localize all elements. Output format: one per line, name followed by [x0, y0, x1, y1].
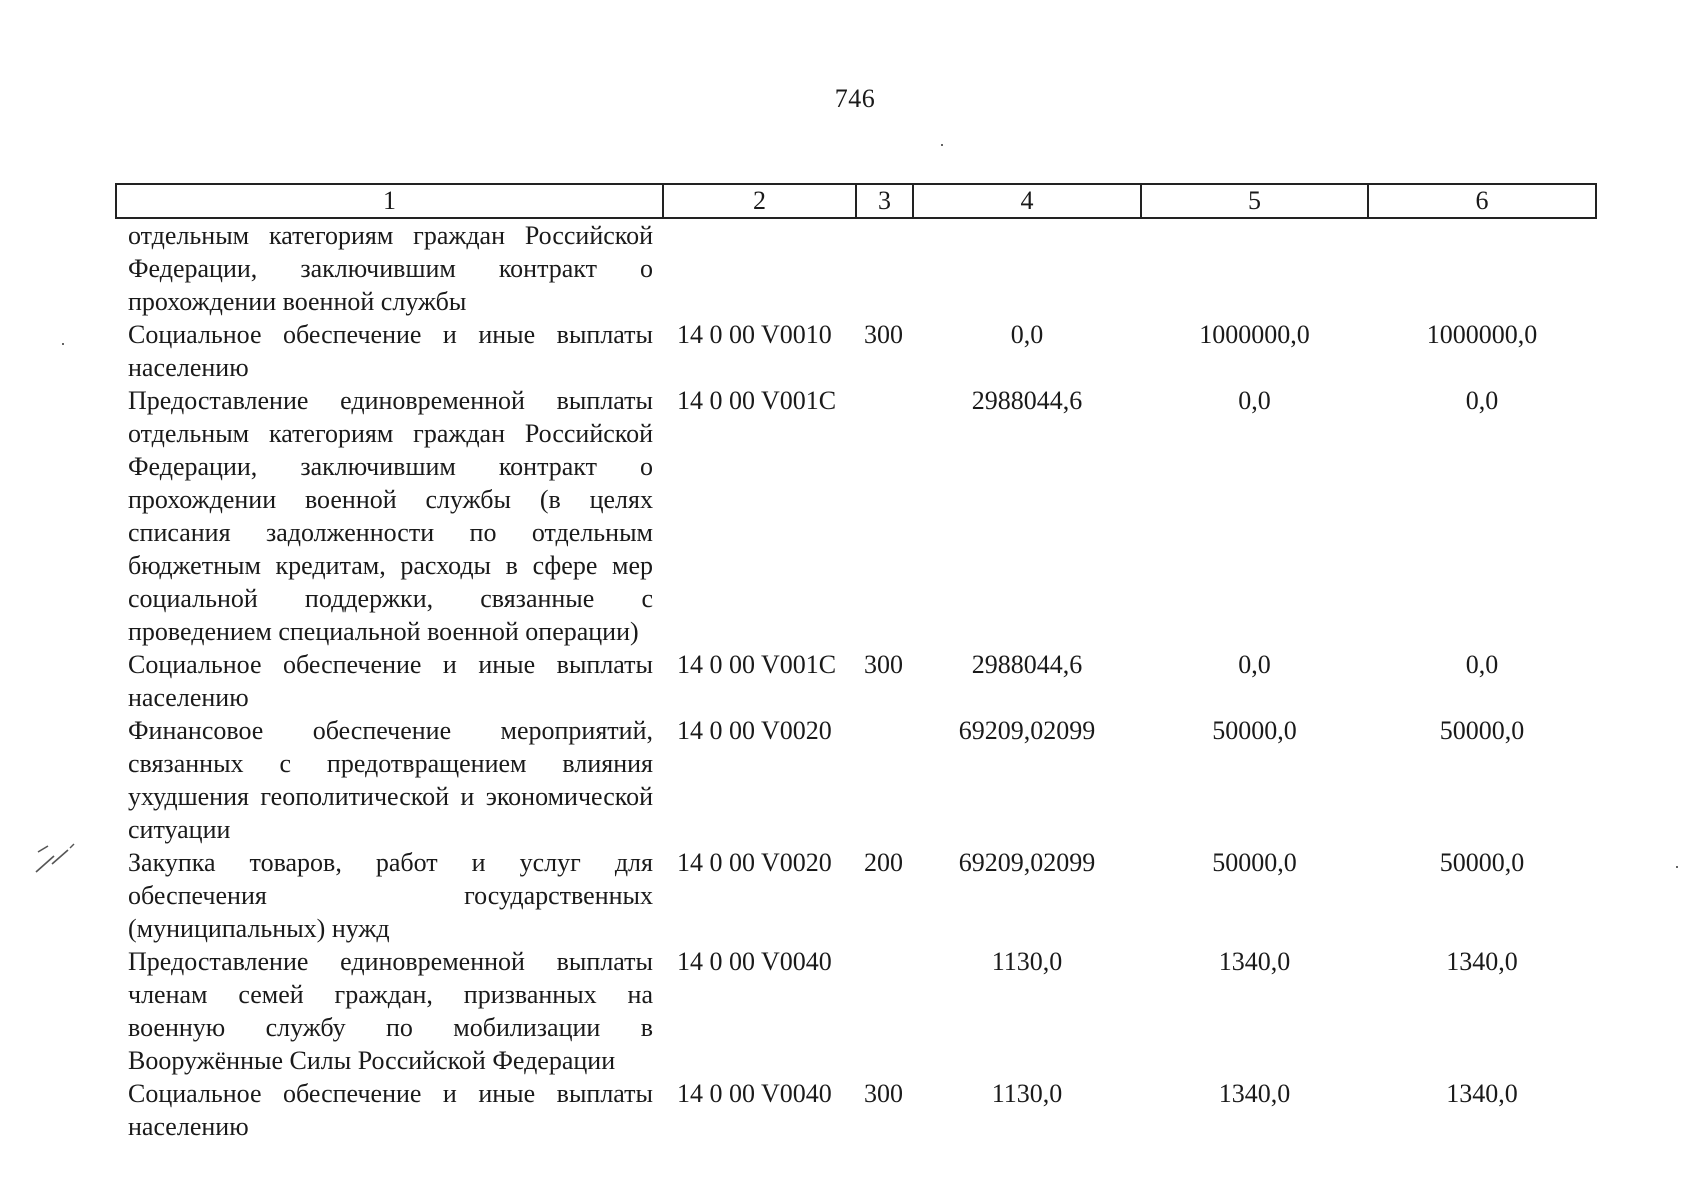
row-value-5: 1340,0: [1218, 1079, 1291, 1108]
row-target-code: 14 0 00 V0020: [677, 848, 832, 877]
row-expense-type: [856, 714, 913, 846]
row-expense-type: 300: [864, 320, 903, 349]
scan-speck: [941, 144, 943, 146]
row-name: Социальное обеспечение и иные выплаты населению: [128, 1079, 653, 1141]
row-name: отдельным категориям граждан Российской Федерации, заключившим контракт о прохождении военной службы: [128, 221, 653, 316]
row-target-code: 14 0 00 V0020: [677, 716, 832, 745]
row-name: Социальное обеспечение и иные выплаты населению: [128, 320, 653, 382]
table-row: [116, 384, 1596, 648]
row-value-4: 2988044,6: [971, 650, 1083, 679]
row-target-code: 14 0 00 V0040: [677, 1079, 832, 1108]
row-value-6: 1340,0: [1446, 947, 1518, 976]
scan-speck: [62, 343, 64, 345]
row-value-5: 0,0: [1238, 386, 1271, 415]
row-value-6: 0,0: [1465, 386, 1499, 415]
table-row: [116, 714, 1596, 846]
row-value-5: 50000,0: [1212, 848, 1297, 877]
row-value-6: 0,0: [1465, 650, 1499, 679]
column-header: 1: [116, 184, 663, 218]
row-value-6: [1368, 218, 1596, 318]
table-header-row: [116, 184, 1596, 218]
table-row: [116, 1077, 1596, 1143]
table-row: [116, 846, 1596, 945]
table-row: [116, 318, 1596, 384]
row-value-5: 1000000,0: [1199, 320, 1310, 349]
row-value-5: 50000,0: [1212, 716, 1297, 745]
column-header: 4: [913, 184, 1141, 218]
column-header: 5: [1141, 184, 1368, 218]
row-target-code: 14 0 00 V0040: [677, 947, 832, 976]
row-value-4: 2988044,6: [971, 386, 1083, 415]
column-header: 3: [856, 184, 913, 218]
row-target-code: [663, 218, 856, 318]
pen-mark-icon: [34, 842, 78, 882]
row-expense-type: [856, 384, 913, 648]
column-header: 6: [1368, 184, 1596, 218]
row-value-4: 69209,02099: [958, 716, 1096, 745]
row-value-4: 1130,0: [991, 947, 1063, 976]
row-value-4: [913, 218, 1141, 318]
row-value-5: [1141, 218, 1368, 318]
budget-table: [115, 183, 1597, 1143]
row-value-6: 1000000,0: [1426, 320, 1538, 349]
row-expense-type: 300: [864, 650, 903, 679]
row-target-code: 14 0 00 V001C: [677, 386, 837, 415]
row-target-code: 14 0 00 V0010: [677, 320, 832, 349]
column-header: 2: [663, 184, 856, 218]
row-expense-type: [856, 218, 913, 318]
row-expense-type: 200: [864, 848, 903, 877]
row-value-6: 1340,0: [1446, 1079, 1518, 1108]
row-name: Социальное обеспечение и иные выплаты населению: [128, 650, 653, 712]
row-value-4: 0,0: [1010, 320, 1044, 349]
row-expense-type: [856, 945, 913, 1077]
row-target-code: 14 0 00 V001C: [677, 650, 837, 679]
row-name: Предоставление единовременной выплаты членам семей граждан, призванных на военную службу по мобилизации в Вооружённые Силы Российской Федерации: [128, 947, 653, 1075]
row-value-4: 69209,02099: [958, 848, 1096, 877]
row-value-5: 0,0: [1238, 650, 1271, 679]
row-name: Финансовое обеспечение мероприятий, связанных с предотвращением влияния ухудшения геополитической и экономической ситуации: [128, 716, 653, 844]
table-row: [116, 945, 1596, 1077]
table-row: [116, 648, 1596, 714]
row-name: Предоставление единовременной выплаты отдельным категориям граждан Российской Федерации, заключившим контракт о прохождении военной службы (в целях списания задолженности по отдельным бюджетным кредитам, расходы в сфере мер социальной поддержки, связанные с проведением специальной военной операции): [128, 386, 653, 646]
row-value-4: 1130,0: [991, 1079, 1063, 1108]
table-row: [116, 218, 1596, 318]
page-number: 746: [834, 84, 876, 113]
row-value-5: 1340,0: [1218, 947, 1291, 976]
row-expense-type: 300: [864, 1079, 903, 1108]
row-value-6: 50000,0: [1439, 848, 1525, 877]
row-value-6: 50000,0: [1439, 716, 1525, 745]
scan-speck: [1676, 866, 1678, 868]
row-name: Закупка товаров, работ и услуг для обеспечения государственных (муниципальных) нужд: [128, 848, 653, 943]
